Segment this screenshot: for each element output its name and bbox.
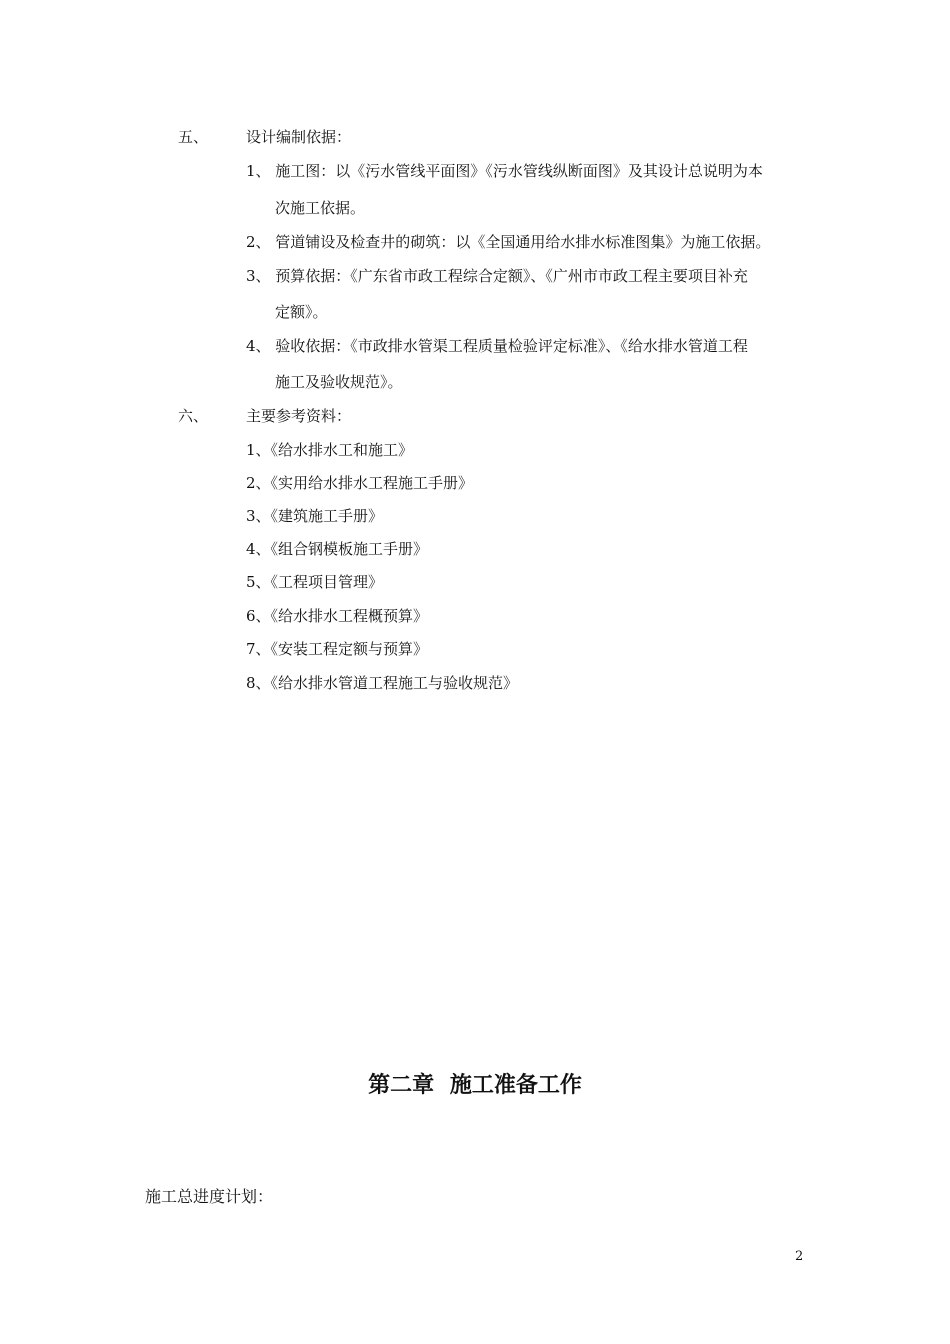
chapter-number: 第二章	[368, 1072, 435, 1098]
reference-item: 1、《给水排水工和施工》	[246, 441, 414, 459]
section-5-title: 设计编制依据：	[246, 128, 352, 146]
section-5-item-1-cont: 次施工依据。	[275, 199, 366, 217]
page-number: 2	[795, 1249, 804, 1264]
section-5-item-3: 3、 预算依据：《广东省市政工程综合定额》、《广州市市政工程主要项目补充	[246, 267, 748, 285]
reference-item: 3、《建筑施工手册》	[246, 507, 384, 525]
reference-item: 5、《工程项目管理》	[246, 573, 384, 591]
reference-item: 6、《给水排水工程概预算》	[246, 607, 429, 625]
reference-item: 8、《给水排水管道工程施工与验收规范》	[246, 674, 519, 692]
reference-item: 4、《组合钢模板施工手册》	[246, 540, 429, 558]
section-5-item-4-cont: 施工及验收规范》。	[275, 373, 403, 391]
reference-item: 2、《实用给水排水工程施工手册》	[246, 474, 474, 492]
section-5-item-2: 2、 管道铺设及检查井的砌筑：以《全国通用给水排水标准图集》为施工依据。	[246, 233, 771, 251]
section-5-number: 五、	[178, 128, 209, 146]
body-paragraph: 施工总进度计划：	[145, 1187, 274, 1206]
section-5-item-4: 4、 验收依据：《市政排水管渠工程质量检验评定标准》、《给水排水管道工程	[246, 337, 748, 355]
section-5-item-1: 1、 施工图：以《污水管线平面图》《污水管线纵断面图》及其设计总说明为本	[246, 162, 763, 180]
chapter-title: 施工准备工作	[449, 1072, 582, 1098]
reference-item: 7、《安装工程定额与预算》	[246, 640, 429, 658]
section-5-item-3-cont: 定额》。	[275, 303, 328, 321]
section-6-number: 六、	[178, 407, 209, 425]
section-6-title: 主要参考资料：	[246, 407, 352, 425]
chapter-heading	[0, 1070, 950, 1100]
